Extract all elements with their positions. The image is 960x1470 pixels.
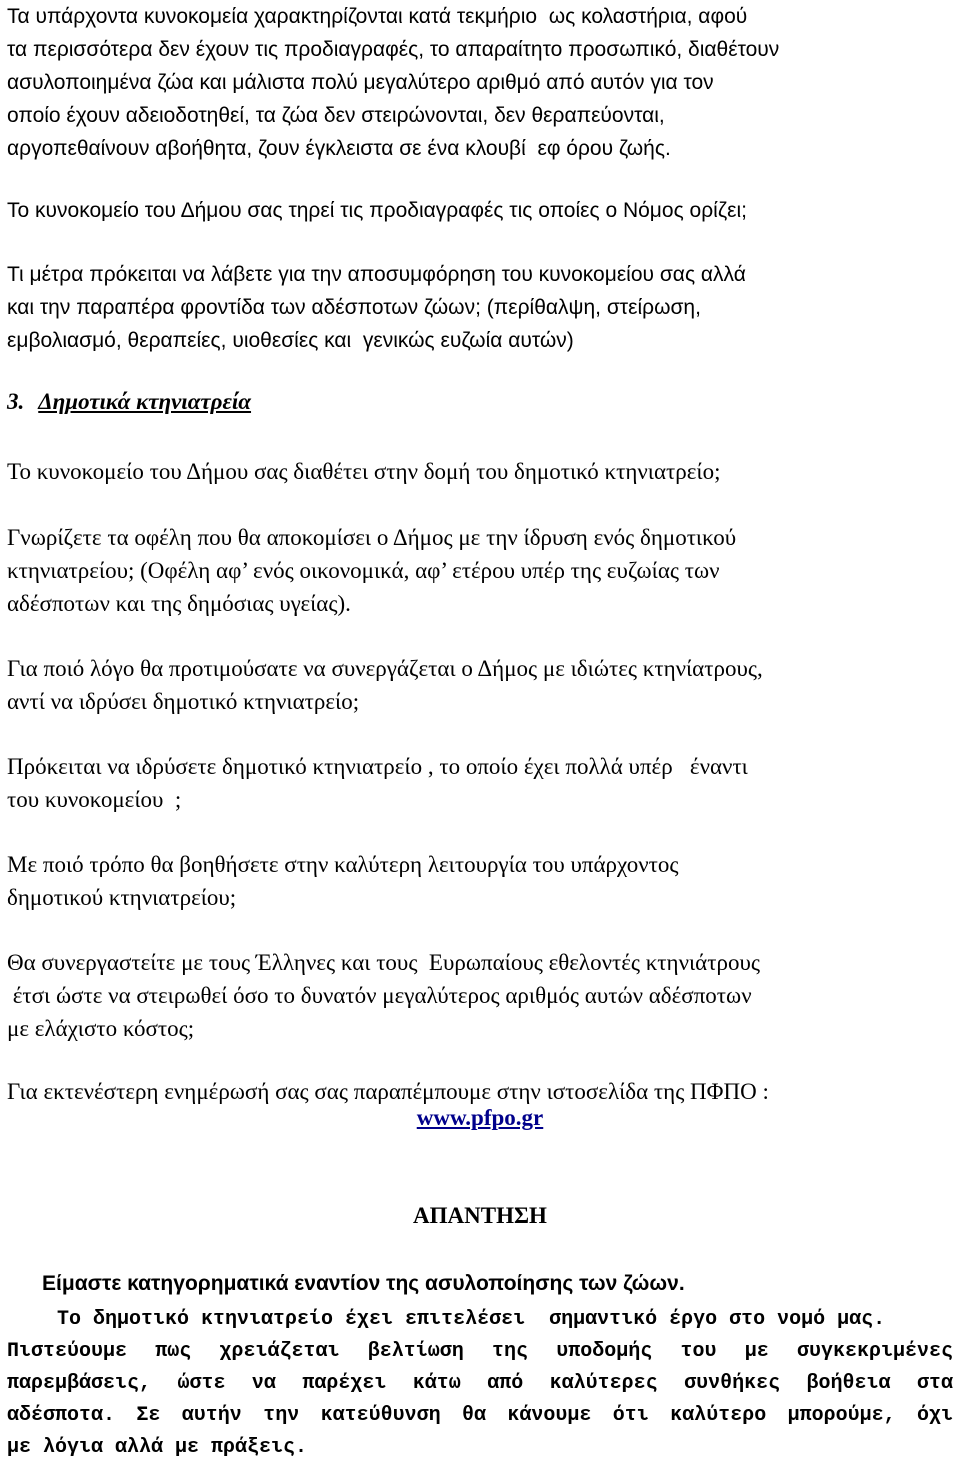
intro-line-3: ασυλοποιημένα ζώα και μάλιστα πολύ μεγαλύτερο αριθμό από αυτόν για τον <box>7 71 714 94</box>
question-line: αντί να ιδρύσει δημοτικό κτηνιατρείο; <box>7 689 360 714</box>
question-line: με ελάχιστο κόστος; <box>7 1016 195 1041</box>
question-line: και την παραπέρα φροντίδα των αδέσποτων ζώων; (περίθαλψη, στείρωση, <box>7 296 701 319</box>
question-improve-vet <box>7 848 950 914</box>
section-title: Δημοτικά κτηνιατρεία <box>38 389 252 414</box>
intro-line-5: αργοπεθαίνουν αβοήθητα, ζουν έγκλειστα σε ένα κλουβί εφ όρου ζωής. <box>7 137 671 160</box>
question-line: Τι μέτρα πρόκειται να λάβετε για την αποσυμφόρηση του κυνοκομείου σας αλλά <box>7 263 746 286</box>
question-line: του κυνοκομείου ; <box>7 787 182 812</box>
answer-paragraph <box>7 1304 953 1464</box>
answer-statement: Είμαστε κατηγορηματικά εναντίον της ασυλοποίησης των ζώων. <box>42 1272 685 1295</box>
question-line: εμβολιασμό, θεραπείες, υιοθεσίες και γενικώς ευζωία αυτών) <box>7 329 574 352</box>
question-vet-structure <box>7 455 950 488</box>
question-decongestion <box>7 258 950 357</box>
question-line: Πρόκειται να ιδρύσετε δημοτικό κτηνιατρείο , το οποίο έχει πολλά υπέρ έναντι <box>7 754 748 779</box>
intro-line-2: τα περισσότερα δεν έχουν τις προδιαγραφές, το απαραίτητο προσωπικό, διαθέτουν <box>7 38 780 61</box>
intro-line-1: Τα υπάρχοντα κυνοκομεία χαρακτηρίζονται κατά τεκμήριο ως κολαστήρια, αφού <box>7 5 748 28</box>
question-volunteer-vets <box>7 946 950 1045</box>
question-line: αδέσποτων και της δημόσιας υγείας). <box>7 591 351 616</box>
question-establish-vet <box>7 750 950 816</box>
question-line: Για ποιό λόγο θα προτιμούσατε να συνεργάζεται ο Δήμος με ιδιώτες κτηνίατρους, <box>7 656 763 681</box>
question-line: έτσι ώστε να στειρωθεί όσο το δυνατόν μεγαλύτερος αριθμός αυτών αδέσποτων <box>7 983 752 1008</box>
pfpo-website-link[interactable]: www.pfpo.gr <box>416 1105 544 1130</box>
question-line: Το κυνοκομείο του Δήμου σας διαθέτει στην δομή του δημοτικό κτηνιατρείο; <box>7 459 721 484</box>
question-private-vets <box>7 652 950 718</box>
answer-line-5: με λόγια αλλά με πράξεις. <box>7 1436 308 1459</box>
question-vet-benefits <box>7 521 950 620</box>
answer-line-1: Το δημοτικό κτηνιατρείο έχει επιτελέσει σημαντικό έργο στο νομό μας. <box>57 1308 886 1331</box>
answer-line-3: παρεμβάσεις, ώστε να παρέχει κάτω από καλύτερες συνθήκες βοήθεια στα <box>7 1372 953 1395</box>
intro-line-4: οποίο έχουν αδειοδοτηθεί, τα ζώα δεν στειρώνονται, δεν θεραπεύονται, <box>7 104 665 127</box>
question-line: Γνωρίζετε τα οφέλη που θα αποκομίσει ο Δήμος με την ίδρυση ενός δημοτικού <box>7 525 737 550</box>
question-line: κτηνιατρείου; (Οφέλη αφ’ ενός οικονομικά, αφ’ ετέρου υπέρ της ευζωίας των <box>7 558 720 583</box>
question-line: δημοτικού κτηνιατρείου; <box>7 885 237 910</box>
answer-heading: ΑΠΑΝΤΗΣΗ <box>413 1203 547 1228</box>
more-info-line: Για εκτενέστερη ενημέρωσή σας σας παραπέμπουμε στην ιστοσελίδα της ΠΦΠΟ : <box>7 1079 769 1104</box>
question-line: Θα συνεργαστείτε με τους Έλληνες και τους Ευρωπαίους εθελοντές κτηνιάτρους <box>7 950 760 975</box>
question-line: Με ποιό τρόπο θα βοηθήσετε στην καλύτερη λειτουργία του υπάρχοντος <box>7 852 679 877</box>
answer-line-2: Πιστεύουμε πως χρειάζεται βελτίωση της υποδομής του με συγκεκριμένες <box>7 1340 953 1363</box>
more-info-text <box>7 1075 950 1108</box>
question-line: Το κυνοκομείο του Δήμου σας τηρεί τις προδιαγραφές τις οποίες ο Νόμος ορίζει; <box>7 199 747 222</box>
section-number: 3. <box>7 389 25 414</box>
intro-paragraph <box>7 0 950 165</box>
question-shelter-standards <box>7 194 950 227</box>
section-heading <box>7 389 251 415</box>
answer-line-4: αδέσποτα. Σε αυτήν την κατεύθυνση θα κάνουμε ότι καλύτερο μπορούμε, όχι <box>7 1404 953 1427</box>
